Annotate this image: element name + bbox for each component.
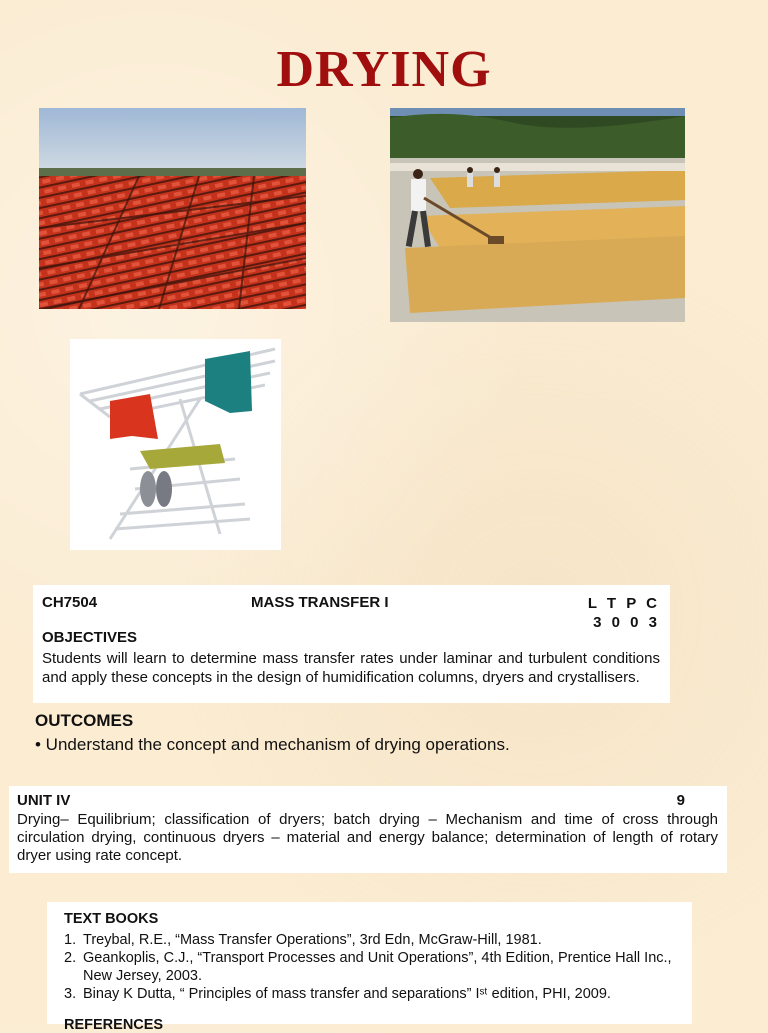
- textbooks-box: [47, 902, 692, 1033]
- item-text: Treybal, R.E., “Mass Transfer Operations”, 3rd Edn, McGraw-Hill, 1981.: [83, 932, 542, 948]
- course-name: MASS TRANSFER I: [251, 594, 389, 611]
- ltpc-label: L T P C: [587, 595, 660, 612]
- item-number: 3.: [64, 986, 77, 1002]
- unit-text: Drying– Equilibrium; classification of dryers; batch drying – Mechanism and time of cross through circulation drying, continuous dryers – material and energy balance; determination of length of rotary dryer using rate concept.: [17, 811, 718, 864]
- objectives-heading: OBJECTIVES: [42, 629, 138, 646]
- references-heading: REFERENCES: [64, 1017, 164, 1033]
- clothes-drying-rack-photo: [70, 339, 281, 550]
- page-title: DRYING: [276, 41, 492, 98]
- course-syllabus-box: [33, 585, 670, 703]
- ltpc-block: [588, 594, 660, 632]
- outcome-item: • Understand the concept and mechanism of drying operations.: [35, 735, 510, 754]
- item-text: Geankoplis, C.J., “Transport Processes and Unit Operations”, 4th Edition, Prentice Hall Inc., New Jersey, 2003.: [83, 950, 672, 984]
- objectives-text: Students will learn to determine mass transfer rates under laminar and turbulent conditions and apply these concepts in the design of humidification columns, dryers and crystallisers.: [42, 650, 660, 686]
- list-item: [64, 985, 678, 1003]
- textbooks-heading: TEXT BOOKS: [64, 911, 159, 927]
- outcomes-heading: OUTCOMES: [35, 711, 134, 730]
- item-number: 2.: [64, 950, 77, 966]
- chili-drying-field-photo: [39, 108, 306, 309]
- unit-box: [9, 786, 727, 873]
- list-item: [64, 949, 678, 985]
- unit-heading: UNIT IV: [17, 792, 71, 809]
- item-number: 1.: [64, 932, 77, 948]
- item-text: Binay K Dutta, “ Principles of mass transfer and separations” Iˢᵗ edition, PHI, 2009.: [83, 986, 611, 1002]
- textbooks-list: [64, 931, 678, 1003]
- course-code: CH7504: [42, 594, 98, 611]
- coffee-sun-drying-photo: [390, 108, 685, 322]
- list-item: [64, 931, 678, 949]
- ltpc-values: 3 0 0 3: [593, 614, 660, 631]
- unit-hours: 9: [676, 792, 685, 809]
